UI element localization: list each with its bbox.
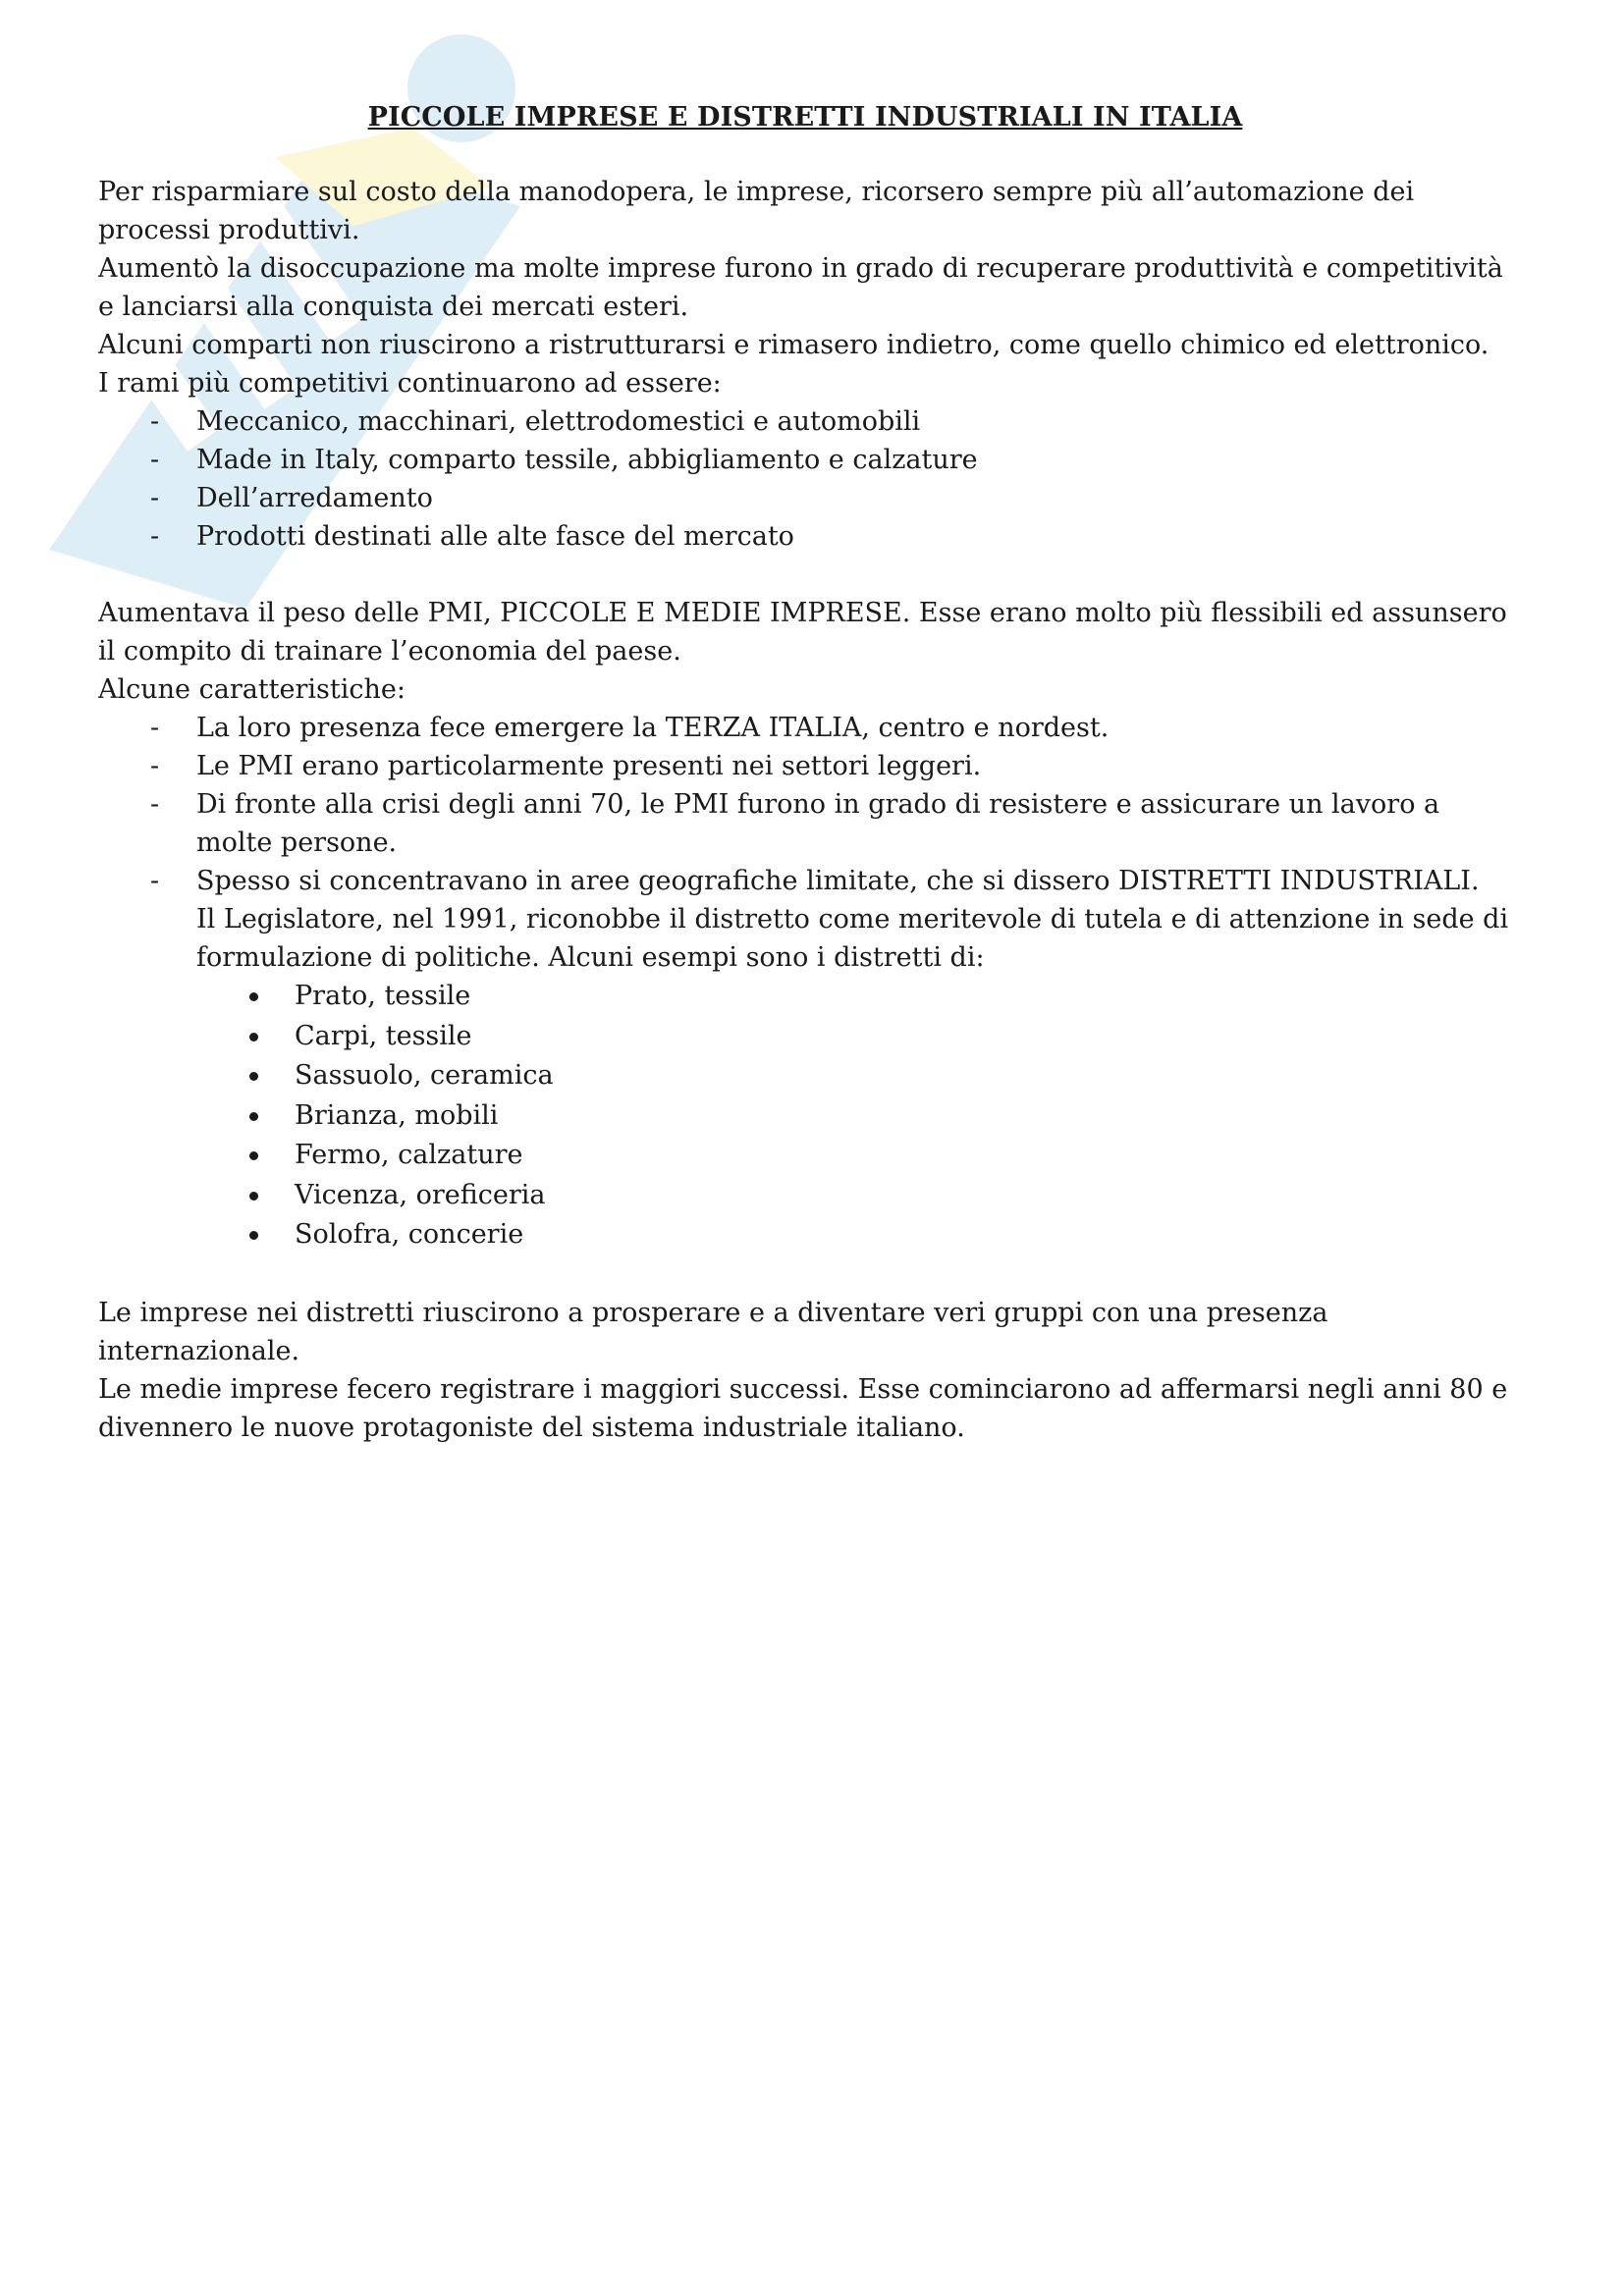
list-item <box>98 479 1512 517</box>
document-page <box>98 98 1512 1447</box>
paragraph-rami-intro: I rami più competitivi continuarono ad essere: <box>98 368 722 399</box>
list-item <box>98 709 1512 747</box>
list-item <box>196 1017 1512 1057</box>
bullet-icon <box>249 992 258 1001</box>
rami-list <box>98 402 1512 556</box>
caratteristiche-list <box>98 709 1512 977</box>
list-item <box>98 785 1512 862</box>
paragraph-automazione: Per risparmiare sul costo della manodopera, le imprese, ricorsero sempre più all’automazione dei processi produttivi. <box>98 177 1415 245</box>
list-item-text: Dell’arredamento <box>196 483 433 513</box>
list-item <box>196 1176 1512 1216</box>
list-item-text: Carpi, tessile <box>295 1020 472 1051</box>
list-item-text: Meccanico, macchinari, elettrodomestici e automobili <box>196 406 921 437</box>
spacer <box>98 1255 1512 1294</box>
list-item <box>98 517 1512 556</box>
list-item <box>196 1215 1512 1255</box>
list-item <box>98 441 1512 479</box>
list-item <box>196 1056 1512 1096</box>
list-item-text: Vicenza, oreficeria <box>295 1179 546 1210</box>
list-item-text: Di fronte alla crisi degli anni 70, le PMI furono in grado di resistere e assicurare un lavoro a molte persone. <box>196 789 1440 858</box>
bullet-icon <box>249 1072 258 1081</box>
list-item <box>98 402 1512 441</box>
bullet-icon <box>249 1151 258 1160</box>
legislatore-text: Il Legislatore, nel 1991, riconobbe il distretto come meritevole di tutela e di attenzione in sede di formulazione di politiche. Alcuni esempi sono i distretti di: <box>196 904 1509 973</box>
bullet-icon <box>249 1033 258 1041</box>
dash-marker: - <box>150 406 160 437</box>
list-item <box>98 862 1512 977</box>
dash-marker: - <box>150 483 160 513</box>
list-item <box>98 747 1512 785</box>
paragraph-comparti: Alcuni comparti non riuscirono a ristrutturarsi e rimasero indietro, come quello chimico ed elettronico. <box>98 330 1489 360</box>
list-item-text: Prodotti destinati alle alte fasce del mercato <box>196 521 794 552</box>
bullet-icon <box>249 1192 258 1201</box>
paragraph-pmi: Aumentava il peso delle PMI, PICCOLE E MEDIE IMPRESE. Esse erano molto più flessibili ed assunsero il compito di trainare l’economia del paese. <box>98 598 1507 667</box>
list-item-text: Le PMI erano particolarmente presenti nei settori leggeri. <box>196 751 982 781</box>
dash-marker: - <box>150 713 160 743</box>
dash-marker: - <box>150 521 160 552</box>
list-item <box>196 1136 1512 1176</box>
paragraph-distretti-internazionale: Le imprese nei distretti riuscirono a prosperare e a diventare veri gruppi con una presenza internazionale. <box>98 1297 1328 1366</box>
bullet-icon <box>249 1231 258 1240</box>
paragraph-caratteristiche-intro: Alcune caratteristiche: <box>98 674 406 705</box>
list-item-text: Sassuolo, ceramica <box>295 1060 554 1091</box>
document-title: PICCOLE IMPRESE E DISTRETTI INDUSTRIALI IN ITALIA <box>367 102 1243 133</box>
list-item-text: Spesso si concentravano in aree geografiche limitate, che si dissero DISTRETTI INDUSTRIALI. <box>196 866 1480 896</box>
dash-marker: - <box>150 751 160 781</box>
dash-marker: - <box>150 789 160 820</box>
dash-marker: - <box>150 445 160 475</box>
list-item-text: La loro presenza fece emergere la TERZA ITALIA, centro e nordest. <box>196 713 1110 743</box>
list-item-text: Brianza, mobili <box>295 1099 499 1131</box>
dash-marker: - <box>150 866 160 896</box>
list-item-text: Made in Italy, comparto tessile, abbigliamento e calzature <box>196 445 978 475</box>
list-item-text: Prato, tessile <box>295 981 471 1011</box>
paragraph-medie-imprese: Le medie imprese fecero registrare i maggiori successi. Esse cominciarono ad affermarsi negli anni 80 e divennero le nuove protagoniste del sistema industriale italiano. <box>98 1373 1508 1443</box>
bullet-icon <box>249 1112 258 1121</box>
list-item-text: Solofra, concerie <box>295 1219 524 1250</box>
paragraph-disoccupazione: Aumentò la disoccupazione ma molte imprese furono in grado di recuperare produttività e competitività e lanciarsi alla conquista dei mercati esteri. <box>98 253 1503 322</box>
list-item-text: Fermo, calzature <box>295 1140 523 1170</box>
list-item <box>196 1096 1512 1137</box>
distretti-list <box>196 977 1512 1255</box>
spacer <box>98 556 1512 594</box>
list-item <box>196 977 1512 1017</box>
